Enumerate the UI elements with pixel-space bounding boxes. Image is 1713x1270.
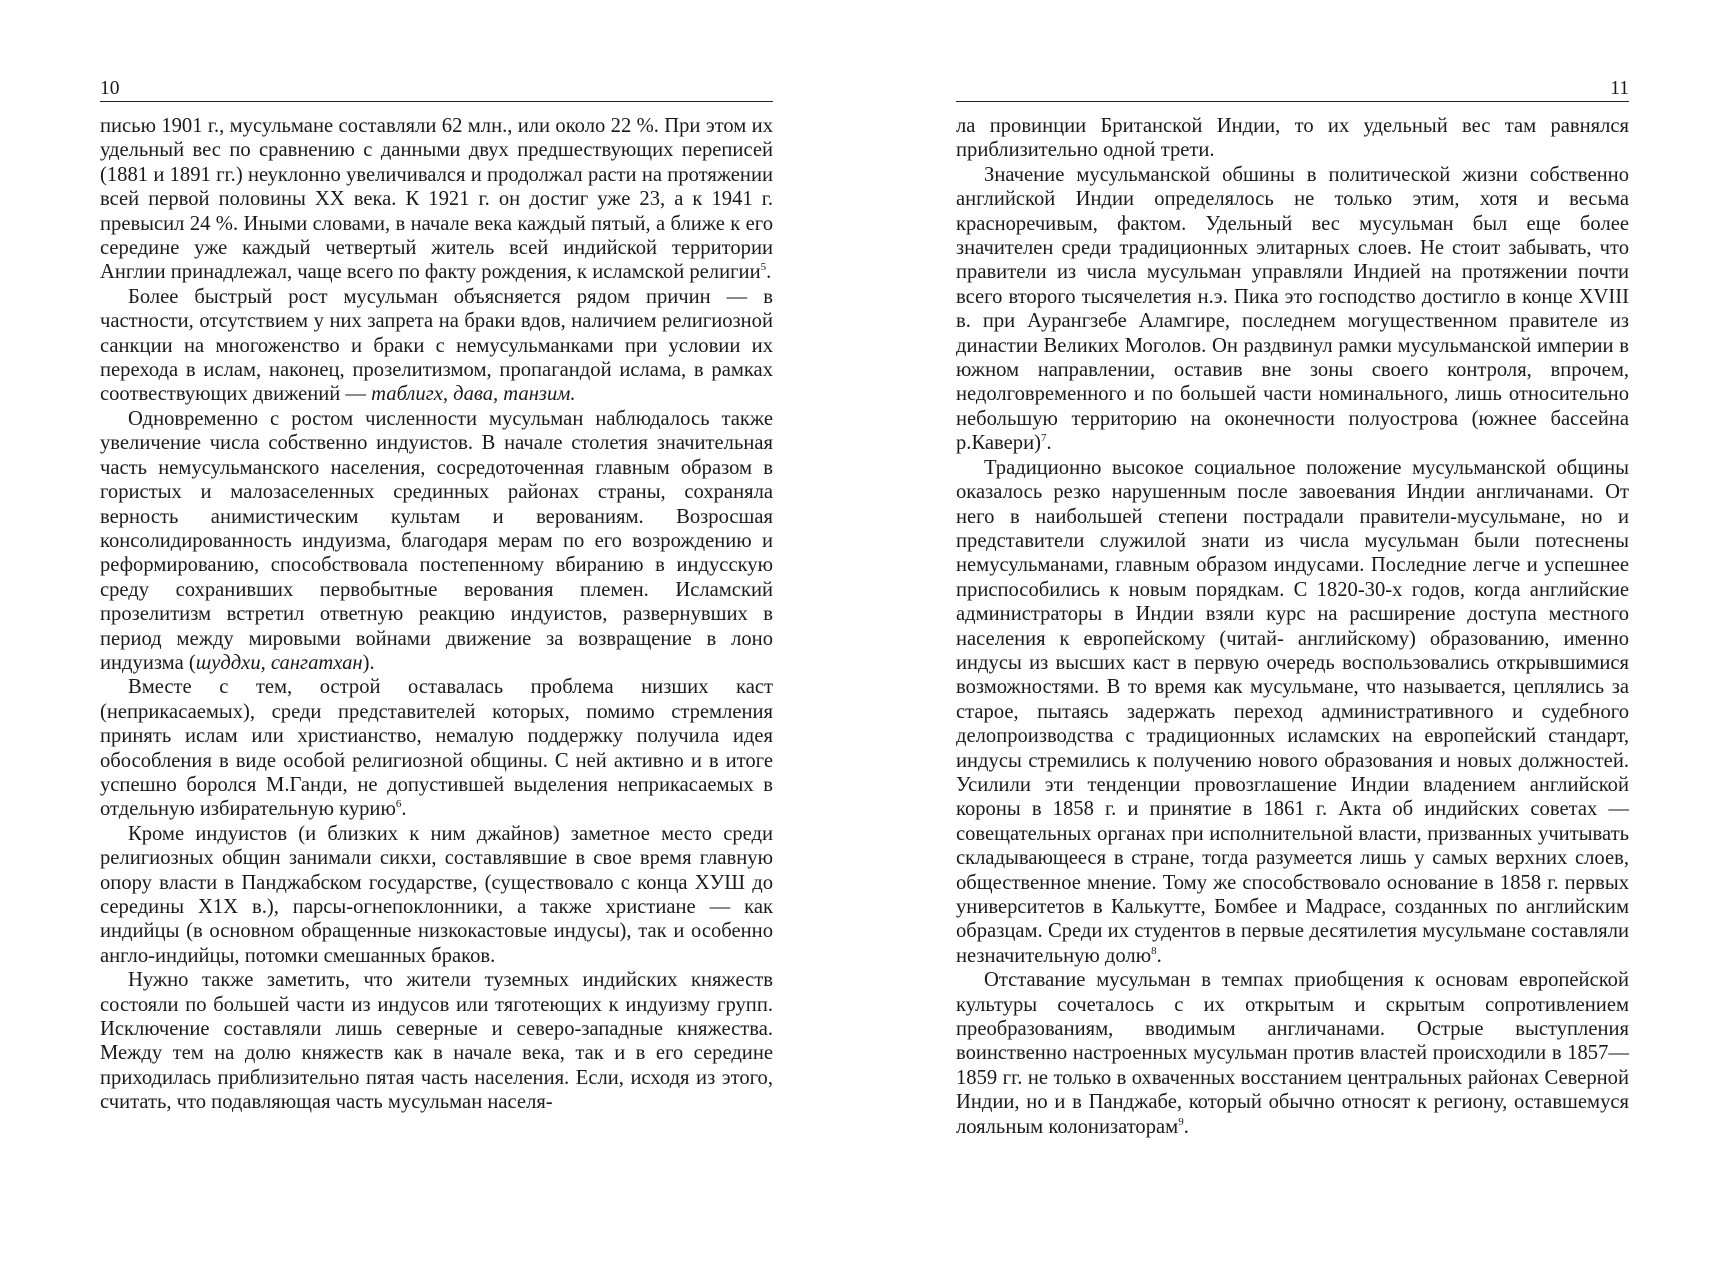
italic-term: шуддхи, сангатхан (195, 651, 363, 674)
left-page (100, 72, 773, 1115)
text-run: Нужно также заметить, что жители туземных индийских княжеств состояли по большей части из индусов или тяготеющих к индуизму групп. Исключение составляли лишь северные и северо-западные княжества. Между тем на долю княжеств как в начале века, так и в его середине приходилась приблизительно пятая часть населения. Если, исходя из этого, считать, что подавляющая часть мусульман населя- (100, 969, 773, 1114)
text-run: Кроме индуистов (и близких к ним джайнов) заметное место среди религиозных общин занимали сикхи, составлявшие в свое время главную опору власти в Панджабском государстве, (существовало с конца ХУШ до середины Х1Х в.), парсы-огнепоклонники, а также христиане — как индийцы (в основном обращенные низкокастовые индусы), так и особенно англо-индийцы, потомки смешанных браков. (100, 822, 773, 967)
text-run: . (1183, 1115, 1189, 1138)
text-run: Отставание мусульман в темпах приобщения к основам европейской культуры сочеталось с их открытым и скрытым сопротивлением преобразованиям, вводимым англичанами. Острые выступления воинственно настроенных мусульман против властей происходили в 1857—1859 гг. не только в охваченных восстанием центральных районах Северной Индии, но и в Панджабе, который обычно относят к региону, оставшемуся лояльным колонизаторам (956, 969, 1629, 1138)
text-run: . (401, 798, 407, 821)
page-number: 10 (100, 78, 120, 99)
footnote-ref: 8 (1151, 944, 1157, 957)
right-page (956, 72, 1629, 1139)
text-run: писью 1901 г., мусульмане составляли 62 млн., или около 22 %. При этом их удельный вес по сравнению с данными двух предшествующих переписей (1881 и 1891 гг.) неуклонно увеличивался и продолжал расти на протяжении всей первой половины XX века. К 1921 г. он достиг уже 23, а к 1941 г. превысил 24 %. Иными словами, в начале века каждый пятый, а ближе к его середине уже каждый четвертый житель всей индийской территории Англии принадлежал, чаще всего по факту рождения, к исламской религии (100, 115, 773, 284)
text-run: . (1156, 944, 1162, 967)
paragraph (956, 456, 1629, 969)
running-header-right (956, 72, 1629, 102)
text-run: . (766, 261, 772, 284)
page-body (956, 114, 1629, 1139)
page-body (100, 114, 773, 1115)
text-run: Значение мусульманской обшины в политической жизни собственно английской Индии определялось не только этим, хотя и весьма красноречивым, фактом. Удельный вес мусульман был еще более значителен среди традиционных элитарных слоев. Не стоит забывать, что правители из числа мусульман управляли Индией на протяжении почти всего второго тысячелетия н.э. Пика это господство достигло в конце XVIII в. при Аурангзебе Аламгире, последнем могущественном правителе из династии Великих Моголов. Он раздвинул рамки мусульманской империи в южном направлении, оставив вне зоны своего контроля, впрочем, недолговременного и по большей части номинального, лишь относительно небольшую территорию на оконечности полуострова (южнее бассейна р.Кавери) (956, 163, 1629, 455)
footnote-ref: 7 (1040, 432, 1047, 445)
paragraph (100, 114, 773, 285)
text-run: . (1046, 432, 1052, 455)
paragraph (100, 407, 773, 675)
footnote-ref: 6 (395, 798, 402, 811)
paragraph (956, 968, 1629, 1139)
paragraph (956, 114, 1629, 163)
paragraph (100, 285, 773, 407)
page-number: 11 (1610, 78, 1629, 99)
text-run: Вместе с тем, острой оставалась проблема низших каст (неприкасаемых), среди представителей которых, помимо стремления принять ислам или христианство, немалую поддержку получила идея обособления в виде особой религиозной общины. С ней активно и в итоге успешно боролся М.Ганди, не допустившей выделения неприкасаемых в отдельную избирательную курию (100, 676, 773, 821)
running-header-left (100, 72, 773, 102)
text-run: ла провинции Британской Индии, то их удельный вес там равнялся приблизительно одной трети. (956, 115, 1629, 162)
text-run: Более быстрый рост мусульман объясняется рядом причин — в частности, отсутствием у них запрета на браки вдов, наличием религиозной санкции на многоженство и браки с немусульманками при условии их перехода в ислам, наконец, прозелитизмом, пропагандой ислама, в рамках соотвествующих движений — (100, 285, 773, 406)
text-run: ). (362, 651, 375, 674)
italic-term: таблигх, дава, танзим. (371, 383, 576, 406)
paragraph (100, 822, 773, 968)
text-run: Традиционно высокое социальное положение мусульманской общины оказалось резко нарушенным после завоевания Индии англичанами. От него в наибольшей степени пострадали правители-мусульмане, но и представители служилой знати из числа мусульман были потеснены немусульманами, главным образом индусами. Последние легче и успешнее приспособились к новым порядкам. С 1820-30-х годов, когда английские администраторы в Индии взяли курс на расширение доступа местного населения к европейскому (читай- английскому) образованию, именно индусы из высших каст в первую очередь воспользовались открывшимися возможностями. В то время как мусульмане, что называется, цеплялись за старое, пытаясь задержать переход административного и судебного делопроизводства с традиционных исламских на европейский стандарт, индусы стремились к получению нового образования и новых должностей. Усилили эти тенденции провозглашение Индии владением английской короны в 1858 г. и принятие в 1861 г. Акта об индийских советах — совещательных органах при исполнительной власти, призванных учитывать складывающееся в стране, тогда разумеется лишь у самых верхних слоев, общественное мнение. Тому же способствовало основание в 1858 г. первых университетов в Калькутте, Бомбее и Мадрасе, созданных по английским образцам. Среди их студентов в первые десятилетия мусульмане составляли незначительную долю (956, 456, 1629, 967)
paragraph (956, 163, 1629, 456)
paragraph (100, 968, 773, 1114)
footnote-ref: 9 (1178, 1115, 1184, 1128)
footnote-ref: 5 (760, 261, 767, 274)
text-run: Одновременно с ростом численности мусульман наблюдалось также увеличение числа собственно индуистов. В начале столетия значительная часть немусульманского населения, сосредоточенная главным образом в гористых и малозаселенных срединных районах страны, сохраняла верность анимистическим культам и верованиям. Возросшая консолидированность индуизма, благодаря мерам по его возрождению и реформированию, способствовала постепенному вбиранию в индусскую среду сохранивших первобытные верования племен. Исламский прозелитизм встретил ответную реакцию индуистов, развернувших в период между мировыми войнами движение за возвращение в лоно индуизма ( (100, 407, 773, 674)
paragraph (100, 675, 773, 821)
